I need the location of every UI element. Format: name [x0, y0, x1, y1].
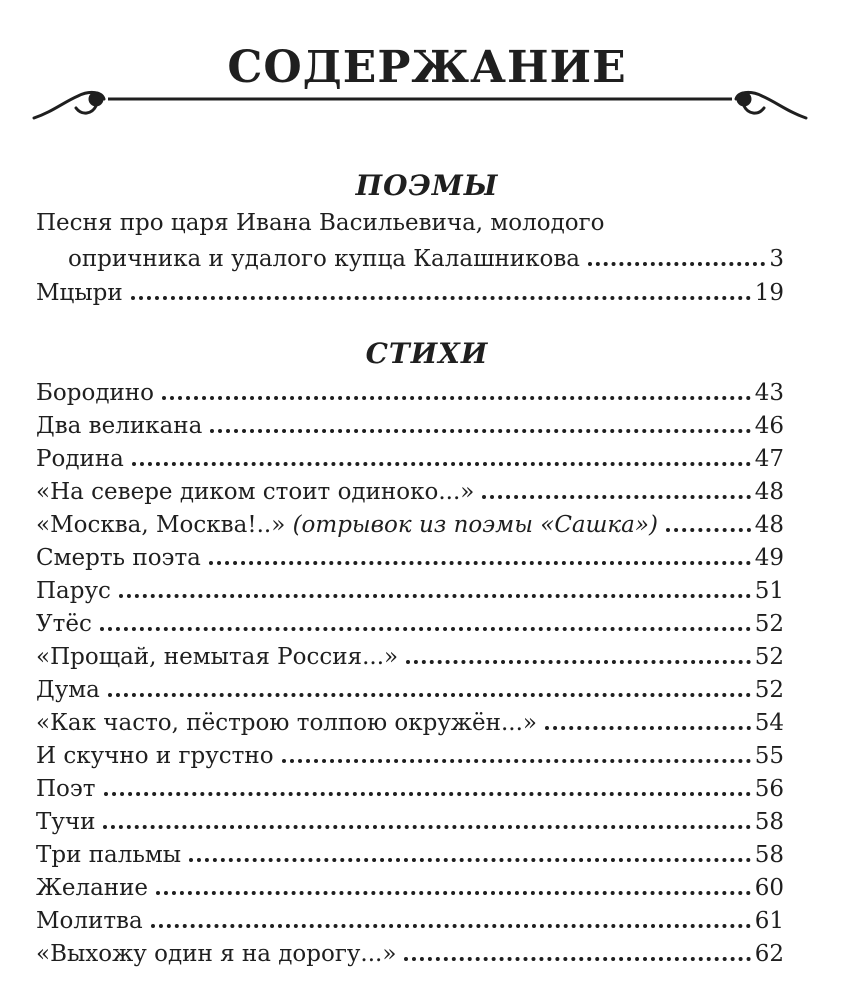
dot-leader: [151, 924, 751, 928]
toc-entry: [36, 834, 784, 868]
toc-entry: [36, 537, 784, 571]
toc-entry-title: Дума: [36, 676, 100, 703]
toc-entry: [68, 238, 784, 272]
toc-entry: [36, 933, 784, 967]
toc-entry-title: Бородино: [36, 379, 154, 406]
toc-entry-title: Желание: [36, 874, 149, 901]
toc-entry-title: Смерть поэта: [36, 544, 201, 571]
toc-page-number: 54: [754, 709, 784, 736]
toc-page-number: 58: [754, 841, 784, 868]
toc-page-number: 46: [754, 412, 784, 439]
toc-page-number: 43: [754, 379, 784, 406]
toc-page-number: 55: [754, 742, 784, 769]
toc-page-number: 48: [754, 511, 784, 538]
toc-entry: [36, 603, 784, 637]
toc-entry: [36, 735, 784, 769]
toc-entry-title: Молитва: [36, 907, 143, 934]
toc-page-number: 51: [754, 577, 784, 604]
dot-leader: [131, 296, 751, 300]
toc-entry: [36, 570, 784, 604]
toc-entry-title: Тучи: [36, 808, 96, 835]
toc-entry-title: «Прощай, немытая Россия...»: [36, 643, 399, 670]
toc-entry: [36, 636, 784, 670]
section-heading-poems: ПОЭМЫ: [355, 169, 499, 202]
dot-leader: [545, 726, 751, 730]
dot-leader: [156, 891, 751, 895]
dot-leader: [406, 660, 751, 664]
dot-leader: [404, 957, 750, 961]
toc-entry: [36, 504, 784, 538]
toc-entry-title-line2: опричника и удалого купца Калашникова: [68, 245, 581, 272]
dot-leader: [119, 594, 751, 598]
toc-page-number: 52: [754, 610, 784, 637]
toc-page-number: 19: [754, 279, 784, 306]
toc-entry-title: [36, 513, 658, 538]
dot-leader: [666, 528, 751, 532]
dot-leader: [189, 858, 751, 862]
toc-entry: [36, 702, 784, 736]
toc-entry: [36, 867, 784, 901]
toc-entry-note: (отрывок из поэмы «Сашка»): [292, 511, 658, 538]
right-flourish-icon: [736, 92, 806, 118]
dot-leader: [100, 627, 751, 631]
toc-entry-title: И скучно и грустно: [36, 742, 274, 769]
toc-page-number: 56: [754, 775, 784, 802]
toc-page-number: 3: [769, 245, 784, 272]
toc-page-number: 52: [754, 676, 784, 703]
section-heading-verses: СТИХИ: [365, 337, 489, 370]
toc-page-number: 48: [754, 478, 784, 505]
toc-page-number: 47: [754, 445, 784, 472]
dot-leader: [282, 759, 751, 763]
toc-page-number: 62: [754, 940, 784, 967]
toc-page-number: 49: [754, 544, 784, 571]
dot-leader: [588, 262, 765, 266]
toc-entry: [36, 372, 784, 406]
dot-leader: [209, 561, 751, 565]
page-title: СОДЕРЖАНИЕ: [227, 42, 627, 93]
toc-entry-title: Три пальмы: [36, 841, 182, 868]
dot-leader: [210, 429, 750, 433]
toc-page-number: 58: [754, 808, 784, 835]
dot-leader: [482, 495, 750, 499]
toc-entry: [36, 471, 784, 505]
toc-entry-title: «На севере диком стоит одиноко...»: [36, 478, 475, 505]
dot-leader: [108, 693, 751, 697]
toc-entry: [36, 438, 784, 472]
title-ornament: [30, 78, 810, 138]
toc-entry: [36, 272, 784, 306]
toc-entry-title: Мцыри: [36, 279, 123, 306]
toc-entry-title: «Как часто, пёстрою толпою окружён...»: [36, 709, 537, 736]
toc-entry-title: Поэт: [36, 775, 96, 802]
toc-page-number: 61: [754, 907, 784, 934]
toc-entry-title: Утёс: [36, 610, 92, 637]
dot-leader: [162, 396, 751, 400]
toc-page-number: 52: [754, 643, 784, 670]
dot-leader: [104, 792, 751, 796]
toc-entry-main-title: «Москва, Москва!..»: [36, 511, 286, 538]
dot-leader: [103, 825, 750, 829]
toc-entry-title: Два великана: [36, 412, 203, 439]
toc-page-number: 60: [754, 874, 784, 901]
toc-entry: [36, 669, 784, 703]
toc-entry-title: «Выхожу один я на дорогу...»: [36, 940, 397, 967]
toc-entry-title-line1: Песня про царя Ивана Васильевича, молодого: [36, 210, 605, 236]
toc-entry: [36, 801, 784, 835]
toc-entry: [36, 900, 784, 934]
dot-leader: [132, 462, 751, 466]
toc-entry: [36, 405, 784, 439]
toc-entry: [36, 768, 784, 802]
toc-entry-title: Парус: [36, 577, 111, 604]
left-flourish-icon: [34, 92, 104, 118]
toc-entry-title: Родина: [36, 445, 124, 472]
